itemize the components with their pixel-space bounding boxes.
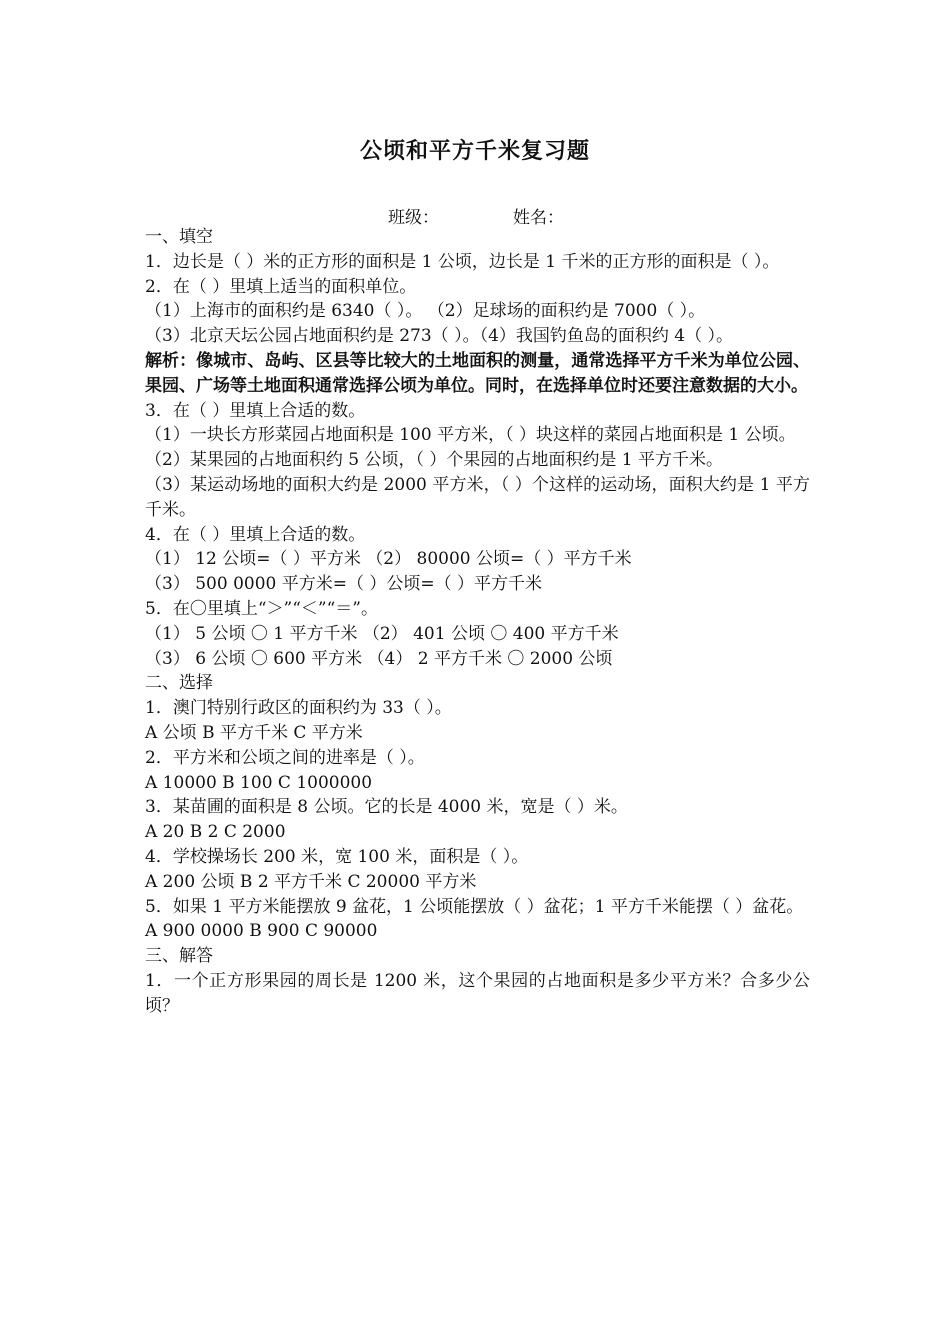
question-answer-1: 1．一个正方形果园的周长是 1200 米，这个果园的占地面积是多少平方米？合多少公顷？: [145, 970, 810, 1016]
question-fill-2-part-3-4: （3）北京天坛公园占地面积约是 273（ ）。（4）我国钓鱼岛的面积约 4（ ）。: [145, 326, 734, 347]
section-heading-answer: 三、解答: [145, 946, 213, 967]
question-fill-5-part-1-2: （1） 5 公顷 〇 1 平方千米 （2） 401 公顷 〇 400 平方千米: [145, 623, 619, 644]
question-fill-2: 2．在（ ）里填上适当的面积单位。: [145, 276, 417, 297]
page-title: 公顷和平方千米复习题: [359, 138, 590, 164]
question-choice-1-options: A 公顷 B 平方千米 C 平方米: [145, 722, 363, 743]
section-heading-fill: 一、填空: [145, 227, 213, 247]
question-fill-3: 3．在（ ）里填上合适的数。: [145, 400, 366, 421]
section-heading-choice: 二、选择: [145, 673, 213, 694]
question-choice-3: 3．某苗圃的面积是 8 公顷。它的长是 4000 米，宽是（ ）米。: [145, 797, 628, 818]
question-choice-2: 2．平方米和公顷之间的进率是（ ）。: [145, 747, 425, 768]
question-choice-4-options: A 200 公顷 B 2 平方千米 C 20000 平方米: [145, 871, 477, 892]
question-choice-3-options: A 20 B 2 C 2000: [145, 822, 286, 843]
name-label: 姓名：: [513, 208, 564, 228]
question-fill-2-part-1-2: （1）上海市的面积约是 6340（ ）。 （2）足球场的面积约是 7000（ ）。: [145, 301, 706, 322]
question-fill-4-part-3: （3） 500 0000 平方米=（ ）公顷=（ ）平方千米: [145, 574, 543, 595]
question-choice-1: 1．澳门特别行政区的面积约为 33（ ）。: [145, 698, 452, 719]
question-choice-5: 5．如果 1 平方米能摆放 9 盆花，1 公顷能摆放（ ）盆花；1 平方千米能摆（ ）盆花。: [145, 896, 804, 917]
question-choice-2-options: A 10000 B 100 C 1000000: [145, 772, 373, 793]
worksheet-content: [145, 225, 810, 1019]
class-label: 班级：: [388, 208, 439, 228]
question-fill-3-part-2: （2）某果园的占地面积约 5 公顷，（ ）个果园的占地面积约是 1 平方千米。: [145, 450, 723, 471]
question-fill-4: 4．在（ ）里填上合适的数。: [145, 524, 366, 545]
question-fill-3-part-1: （1）一块长方形菜园占地面积是 100 平方米，（ ）块这样的菜园占地面积是 1 公顷。: [145, 425, 796, 446]
question-fill-5-part-3-4: （3） 6 公顷 〇 600 平方米 （4） 2 平方千米 〇 2000 公顷: [145, 648, 613, 669]
question-fill-5: 5．在〇里填上“＞”“＜”“＝”。: [145, 598, 378, 619]
question-fill-4-part-1-2: （1） 12 公顷=（ ）平方米 （2） 80000 公顷=（ ）平方千米: [145, 549, 632, 570]
question-choice-4: 4．学校操场长 200 米，宽 100 米，面积是（ ）。: [145, 846, 529, 867]
question-fill-3-part-3: （3）某运动场地的面积大约是 2000 平方米，（ ）个这样的运动场，面积大约是 1 平方千米。: [145, 474, 810, 520]
question-fill-1: 1．边长是（ ）米的正方形的面积是 1 公顷，边长是 1 千米的正方形的面积是（ ）。: [145, 251, 780, 272]
question-choice-5-options: A 900 0000 B 900 C 90000: [145, 921, 378, 942]
analysis-note: 解析：像城市、岛屿、区县等比较大的土地面积的测量，通常选择平方千米为单位公园、果园、广场等土地面积通常选择公顷为单位。同时，在选择单位时还要注意数据的大小。: [145, 350, 810, 396]
